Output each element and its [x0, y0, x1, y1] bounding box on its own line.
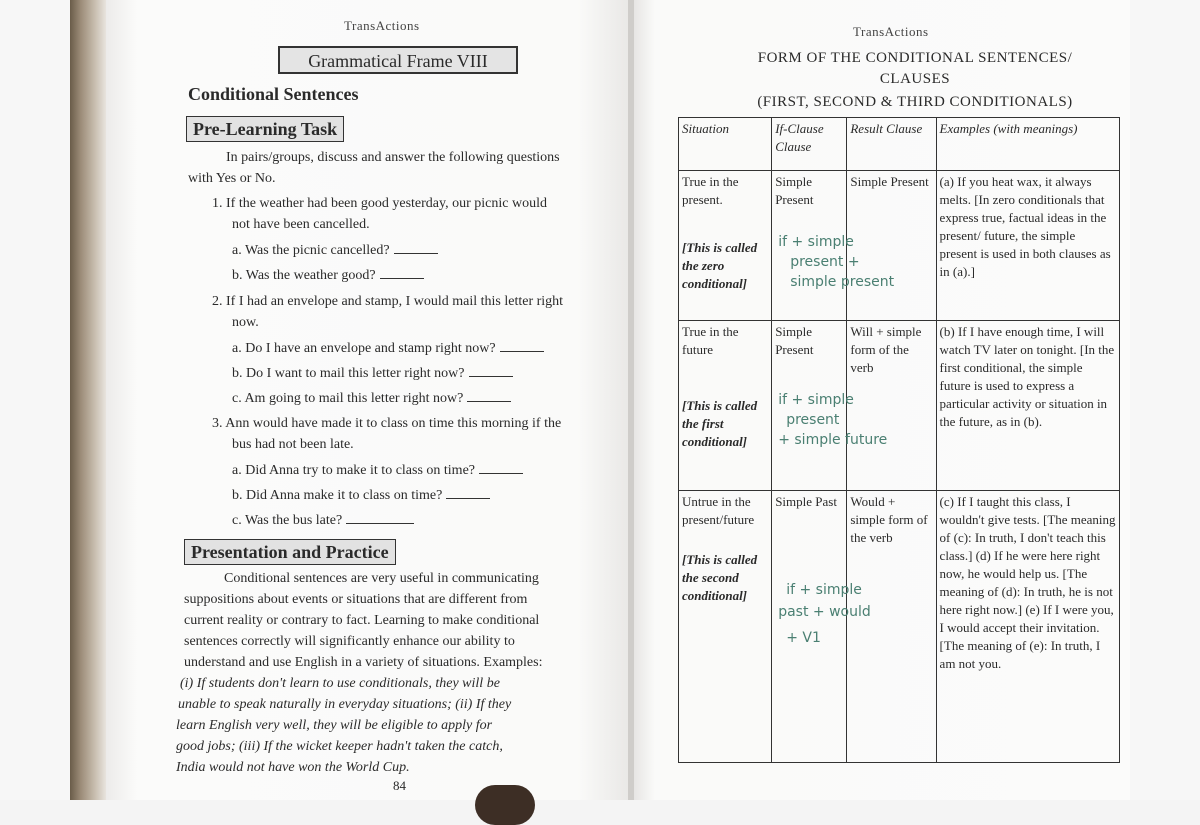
presentation-heading: Presentation and Practice [184, 539, 396, 565]
question-2c: c. Am going to mail this letter right now? [232, 388, 511, 409]
handwritten-note: if + simple [786, 582, 862, 598]
para-line-3: current reality or contrary to fact. Learning to make conditional [184, 613, 540, 628]
situation-cell [679, 491, 772, 763]
question-3: 3. Ann would have made it to class on time this morning if the [212, 416, 562, 431]
table-row [679, 171, 1120, 321]
handwritten-note: past + would [778, 604, 871, 620]
thumb [475, 785, 535, 825]
frame-title: Grammatical Frame VIII [278, 46, 518, 74]
handwritten-note: + V1 [786, 630, 821, 646]
table-header-row [679, 118, 1120, 171]
section-title: Conditional Sentences [188, 84, 359, 104]
para-line-7: unable to speak naturally in everyday situations; (ii) If they [178, 697, 512, 712]
example-cell: (c) If I taught this class, I wouldn't give tests. [The meaning of (c): In truth, I don't teach this class.] (d) If he were here right now, he would help us. [The meaning of (d): In truth, he is not here right now.] (e) If I were you, I would accept their invitation. [The meaning of (e): In truth, I am not you. [936, 491, 1119, 763]
situation-text: Untrue in the present/future [682, 494, 755, 527]
question-1b: b. Was the weather good? [232, 265, 424, 286]
situation-text: True in the future [682, 324, 739, 357]
situation-note: [This is called the zero conditional] [682, 240, 758, 291]
para-line-6: (i) If students don't learn to use conditionals, they will be [180, 676, 500, 691]
handwritten-note: simple present [790, 274, 895, 290]
result-clause-cell: Would + simple form of the verb [847, 491, 936, 763]
question-3-cont: bus had not been late. [232, 437, 354, 452]
situation-cell [679, 171, 772, 321]
header-if-clause: If-Clause Clause [772, 118, 847, 171]
table-row [679, 491, 1120, 763]
instructions-line-1: In pairs/groups, discuss and answer the following questions [226, 150, 560, 165]
right-title-line-2: CLAUSES [879, 71, 951, 87]
if-clause-text: Simple Past [775, 494, 837, 509]
result-clause-cell: Simple Present [847, 171, 936, 321]
handwritten-note: present [786, 412, 840, 428]
page-number: 84 [393, 778, 406, 793]
situation-cell [679, 321, 772, 491]
example-cell: (b) If I have enough time, I will watch TV later on tonight. [In the first conditional, the simple future is used to express a particular activity or situation in the future, as in (b). [936, 321, 1119, 491]
para-line-9: good jobs; (iii) If the wicket keeper hadn't taken the catch, [176, 739, 503, 754]
book-gutter [628, 0, 634, 800]
question-2a: a. Do I have an envelope and stamp right now? [232, 338, 544, 359]
para-line-1: Conditional sentences are very useful in communicating [224, 571, 539, 586]
question-3b: b. Did Anna make it to class on time? [232, 485, 490, 506]
table-row [679, 321, 1120, 491]
para-line-4: sentences correctly will significantly enhance our ability to [184, 634, 515, 649]
handwritten-note: + simple future [778, 432, 888, 448]
instructions-line-2: with Yes or No. [188, 171, 276, 186]
question-3a: a. Did Anna try to make it to class on time? [232, 460, 523, 481]
header-situation: Situation [679, 118, 772, 171]
question-2: 2. If I had an envelope and stamp, I would mail this letter right [212, 294, 564, 309]
header-result-clause: Result Clause [847, 118, 936, 171]
handwritten-note: if + simple [778, 392, 854, 408]
question-3c: c. Was the bus late? [232, 510, 414, 531]
if-clause-cell [772, 491, 871, 763]
result-clause-cell: Will + simple form of the verb [847, 321, 936, 491]
conditionals-table [678, 117, 1120, 763]
handwritten-note: if + simple [778, 234, 854, 250]
situation-note: [This is called the first conditional] [682, 398, 758, 449]
question-2-cont: now. [232, 315, 259, 330]
para-line-8: learn English very well, they will be eligible to apply for [176, 718, 493, 733]
para-line-10: India would not have won the World Cup. [176, 760, 410, 775]
question-1a: a. Was the picnic cancelled? [232, 240, 438, 261]
question-2b: b. Do I want to mail this letter right now? [232, 363, 513, 384]
right-title-line-1: FORM OF THE CONDITIONAL SENTENCES/ [757, 50, 1073, 66]
question-1-cont: not have been cancelled. [232, 217, 370, 232]
para-line-5: understand and use English in a variety of situations. Examples: [184, 655, 543, 670]
right-title-line-3: (FIRST, SECOND & THIRD CONDITIONALS) [757, 94, 1073, 110]
background-edge [1130, 0, 1200, 800]
para-line-2: suppositions about events or situations that are different from [184, 592, 528, 607]
right-running-head: TransActions [853, 24, 929, 39]
if-clause-cell [772, 171, 895, 321]
question-1: 1. If the weather had been good yesterday, our picnic would [212, 196, 547, 211]
left-running-head: TransActions [344, 18, 420, 33]
situation-text: True in the present. [682, 174, 739, 207]
header-examples: Examples (with meanings) [936, 118, 1119, 171]
handwritten-note: present + [790, 254, 860, 270]
if-clause-text: Simple Present [775, 324, 814, 357]
if-clause-text: Simple Present [775, 174, 814, 207]
prelearning-heading: Pre-Learning Task [186, 116, 344, 142]
situation-note: [This is called the second conditional] [682, 552, 758, 603]
book-cover-edge [70, 0, 106, 800]
example-cell: (a) If you heat wax, it always melts. [In zero conditionals that express true, factual ideas in the present/ future, the simple present is used in both clauses as in (a).] [936, 171, 1119, 321]
